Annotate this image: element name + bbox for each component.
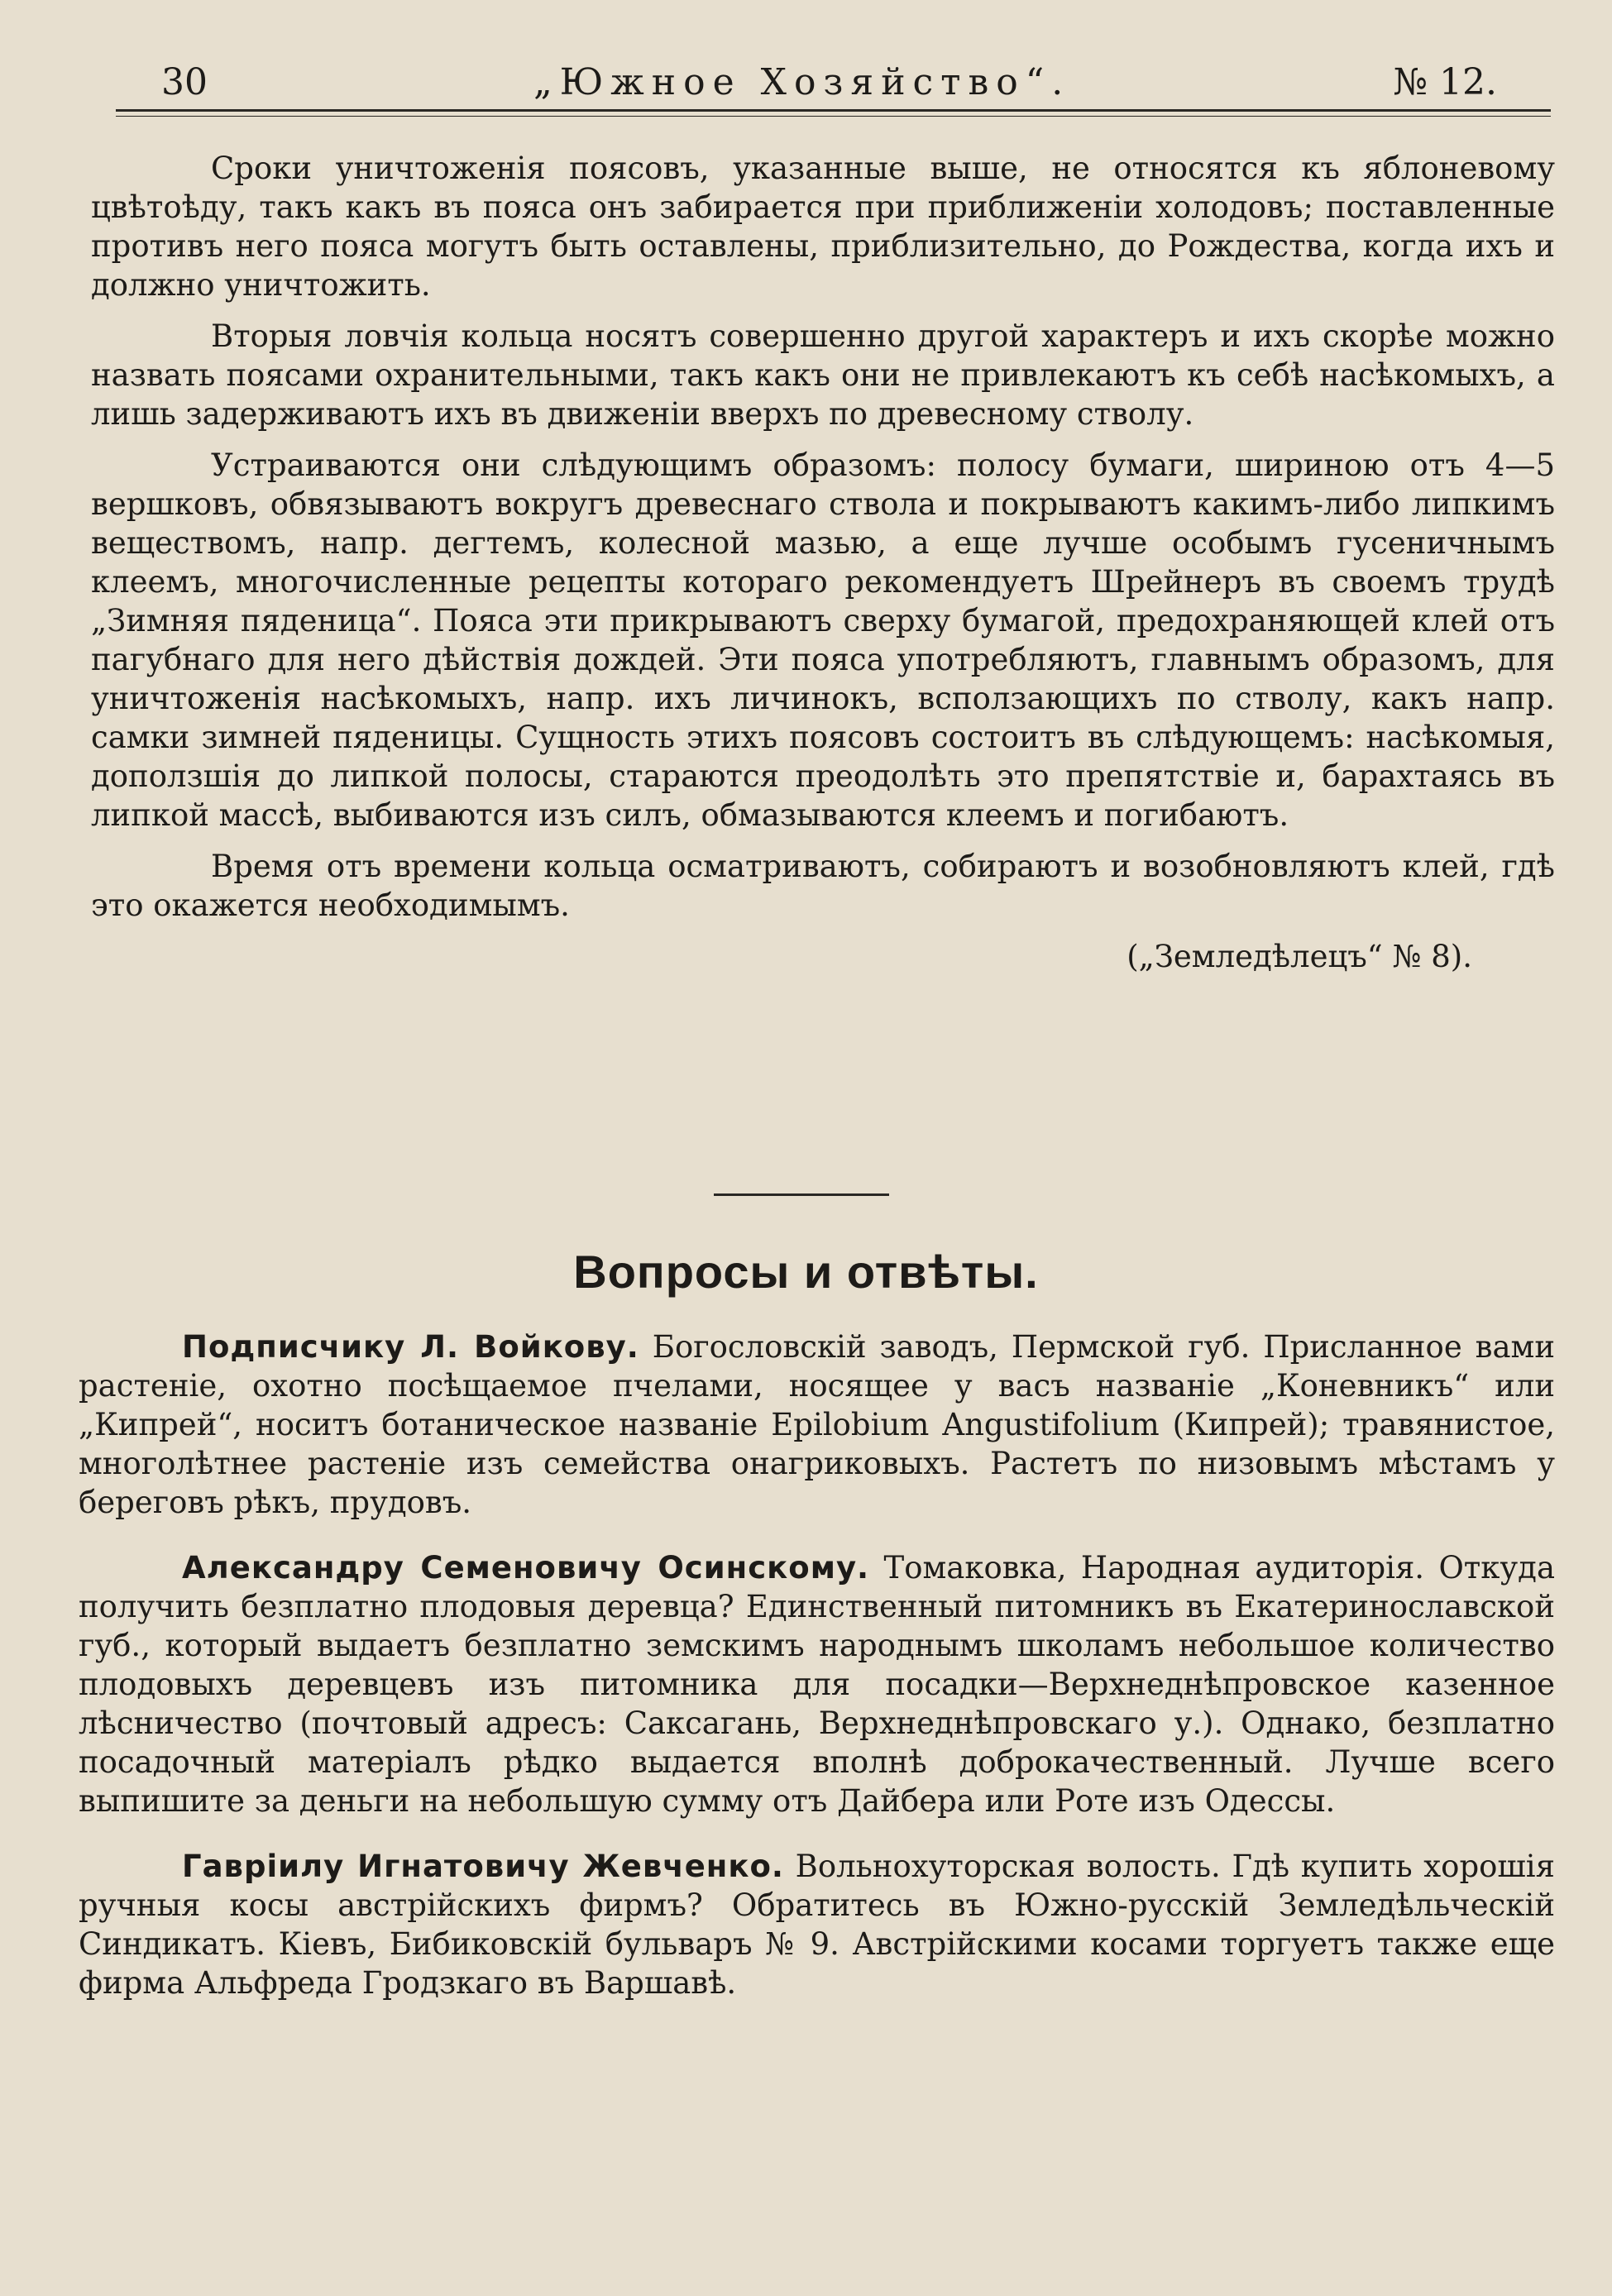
header-rule-thick	[116, 109, 1551, 112]
answers-section	[79, 1327, 1555, 2029]
article-paragraph: Вторыя ловчія кольца носятъ совершенно другой характеръ и ихъ скорѣе можно назвать поясами охранительными, такъ какъ они не привлекаютъ къ себѣ насѣкомыхъ, а лишь задерживаютъ ихъ въ движеніи вверхъ по древесному стволу.	[91, 318, 1555, 432]
journal-title: „Южное Хозяйство“.	[533, 61, 1071, 103]
article-body	[91, 149, 1555, 976]
answer-entry	[79, 1548, 1555, 1820]
page-header	[124, 58, 1522, 108]
article-source: („Земледѣлецъ“ № 8).	[1126, 939, 1472, 974]
page-number: 30	[161, 61, 208, 103]
header-rule-thin	[116, 116, 1551, 117]
section-title: Вопросы и отвѣты.	[573, 1246, 1039, 1298]
answer-entry	[79, 1327, 1555, 1522]
answer-addressee: Александру Семеновичу Осинскому.	[182, 1550, 870, 1586]
article-paragraph: Время отъ времени кольца осматриваютъ, собираютъ и возобновляютъ клей, гдѣ это окажется необходимымъ.	[91, 849, 1555, 923]
answer-addressee: Подписчику Л. Войкову.	[182, 1329, 639, 1365]
answer-addressee: Гавріилу Игнатовичу Жевченко.	[182, 1849, 784, 1884]
answer-text: Богословскій заводъ, Пермской губ. Присланное вами растеніе, охотно посѣщаемое пчелами, носящее у васъ названіе „Коневникъ“ или „Кипрей“, носитъ ботаническое названіе Epilobium Angustifolium (Кипрей); травянистое, многолѣтнее растеніе изъ семейства онагриковыхъ. Растетъ по низовымъ мѣстамъ у береговъ рѣкъ, прудовъ.	[79, 1329, 1555, 1520]
issue-number: № 12.	[1393, 61, 1497, 103]
article-paragraph: Устраиваются они слѣдующимъ образомъ: полосу бумаги, шириною отъ 4—5 вершковъ, обвязываютъ вокругъ древеснаго ствола и покрываютъ какимъ-либо липкимъ веществомъ, напр. дегтемъ, колесной мазью, а еще лучше особымъ гусеничнымъ клеемъ, многочисленные рецепты котораго рекомендуетъ Шрейнеръ въ своемъ трудѣ „Зимняя пяденица“. Пояса эти прикрываютъ сверху бумагой, предохраняющей клей отъ пагубнаго для него дѣйствія дождей. Эти пояса употребляютъ, главнымъ образомъ, для уничтоженія насѣкомыхъ, напр. ихъ личинокъ, всползающихъ по стволу, какъ напр. самки зимней пяденицы. Сущность этихъ поясовъ состоитъ въ слѣдующемъ: насѣкомыя, доползшія до липкой полосы, стараются преодолѣть это препятствіе и, барахтаясь въ липкой массѣ, выбиваются изъ силъ, обмазываются клеемъ и погибаютъ.	[91, 447, 1555, 833]
answer-text: Вольнохуторская волость. Гдѣ купить хорошія ручныя косы австрійскихъ фирмъ? Обратитесь въ Южно-русскій Земледѣльческій Синдикатъ. Кіевъ, Бибиковскій бульваръ № 9. Австрійскими косами торгуетъ также еще фирма Альфреда Гродзкаго въ Варшавѣ.	[79, 1849, 1555, 2001]
answer-entry	[79, 1847, 1555, 2002]
section-divider	[714, 1193, 889, 1196]
answer-text: Томаковка, Народная аудиторія. Откуда получить безплатно плодовыя деревца? Единственный питомникъ въ Екатеринославской губ., который выдаетъ безплатно земскимъ народнымъ школамъ небольшое количество плодовыхъ деревцевъ изъ питомника для посадки—Верхнеднѣпровское казенное лѣсничество (почтовый адресъ: Саксагань, Верхнеднѣпровскаго у.). Однако, безплатно посадочный матеріалъ рѣдко выдается вполнѣ доброкачественный. Лучше всего выпишите за деньги на небольшую сумму отъ Дайбера или Роте изъ Одессы.	[79, 1550, 1556, 1819]
article-paragraph: Сроки уничтоженія поясовъ, указанные выше, не относятся къ яблоневому цвѣтоѣду, такъ какъ въ пояса онъ забирается при приближеніи холодовъ; поставленные противъ него пояса могутъ быть оставлены, приблизительно, до Рождества, когда ихъ и должно уничтожить.	[91, 151, 1555, 303]
